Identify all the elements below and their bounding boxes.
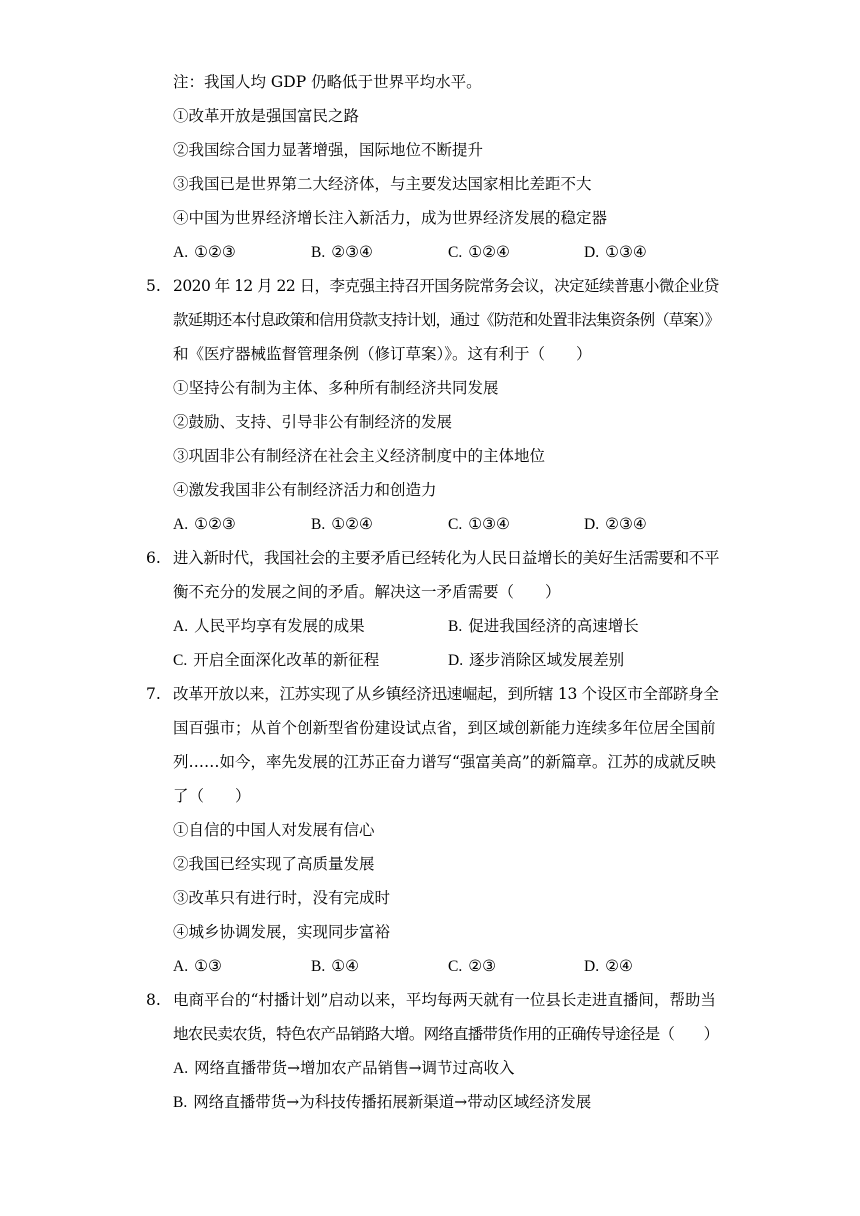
- question-8-option-b: B. 网络直播带货→为科技传播拓展新渠道→带动区域经济发展: [173, 1093, 592, 1111]
- question-6-option-a: A. 人民平均享有发展的成果: [173, 617, 365, 635]
- prev-option-c: C. ①②④: [448, 243, 510, 261]
- question-5-line-1: 2020 年 12 月 22 日，李克强主持召开国务院常务会议，决定延续普惠小微企业贷: [173, 277, 719, 295]
- question-5-number: 5.: [146, 277, 161, 295]
- question-6-option-d: D. 逐步消除区域发展差别: [448, 651, 625, 669]
- question-5-line-2: 款延期还本付息政策和信用贷款支持计划，通过《防范和处置非法集资条例（草案）》: [173, 311, 720, 329]
- question-6-number: 6.: [146, 549, 161, 567]
- question-6-line-2: 衡不充分的发展之间的矛盾。解决这一矛盾需要（ ）: [173, 583, 561, 601]
- question-7-option-d: D. ②④: [584, 957, 633, 975]
- question-5-option-b: B. ①②④: [311, 515, 373, 533]
- question-6-option-b: B. 促进我国经济的高速增长: [448, 617, 639, 635]
- question-5-option-d: D. ②③④: [584, 515, 647, 533]
- question-5-option-a: A. ①②③: [173, 515, 236, 533]
- prev-item-3: ③我国已是世界第二大经济体，与主要发达国家相比差距不大: [173, 175, 592, 193]
- question-8-line-2: 地农民卖农货，特色农产品销路大增。网络直播带货作用的正确传导途径是（ ）: [173, 1025, 719, 1043]
- question-5-option-c: C. ①③④: [448, 515, 510, 533]
- prev-item-4: ④中国为世界经济增长注入新活力，成为世界经济发展的稳定器: [173, 209, 608, 227]
- prev-option-a: A. ①②③: [173, 243, 236, 261]
- question-8-option-a: A. 网络直播带货→增加农产品销售→调节过高收入: [173, 1059, 515, 1077]
- prev-item-1: ①改革开放是强国富民之路: [173, 107, 360, 125]
- prev-item-2: ②我国综合国力显著增强，国际地位不断提升: [173, 141, 484, 159]
- question-6-line-1: 进入新时代，我国社会的主要矛盾已经转化为人民日益增长的美好生活需要和不平: [173, 549, 720, 567]
- question-7-item-2: ②我国已经实现了高质量发展: [173, 855, 375, 873]
- question-7-item-4: ④城乡协调发展，实现同步富裕: [173, 923, 391, 941]
- question-5-item-4: ④激发我国非公有制经济活力和创造力: [173, 481, 437, 499]
- question-7-line-2: 国百强市；从首个创新型省份建设试点省，到区域创新能力连续多年位居全国前: [173, 719, 716, 737]
- question-7-option-c: C. ②③: [448, 957, 497, 975]
- prev-note: 注：我国人均 GDP 仍略低于世界平均水平。: [173, 73, 482, 91]
- question-5-item-2: ②鼓励、支持、引导非公有制经济的发展: [173, 413, 453, 431]
- question-7-item-3: ③改革只有进行时，没有完成时: [173, 889, 391, 907]
- prev-option-b: B. ②③④: [311, 243, 373, 261]
- question-7-option-a: A. ①③: [173, 957, 222, 975]
- question-7-item-1: ①自信的中国人对发展有信心: [173, 821, 375, 839]
- prev-option-d: D. ①③④: [584, 243, 647, 261]
- question-8-line-1: 电商平台的“村播计划”启动以来，平均每两天就有一位县长走进直播间，帮助当: [173, 991, 716, 1009]
- question-5-item-3: ③巩固非公有制经济在社会主义经济制度中的主体地位: [173, 447, 546, 465]
- question-5-item-1: ①坚持公有制为主体、多种所有制经济共同发展: [173, 379, 499, 397]
- question-7-line-3: 列……如今，率先发展的江苏正奋力谱写“强富美高”的新篇章。江苏的成就反映: [173, 753, 716, 771]
- question-7-line-1: 改革开放以来，江苏实现了从乡镇经济迅速崛起，到所辖 13 个设区市全部跻身全: [173, 685, 719, 703]
- question-6-option-c: C. 开启全面深化改革的新征程: [173, 651, 380, 669]
- question-8-number: 8.: [146, 991, 161, 1009]
- question-7-line-4: 了（ ）: [173, 787, 251, 805]
- question-7-number: 7.: [146, 685, 161, 703]
- question-7-option-b: B. ①④: [311, 957, 360, 975]
- question-5-line-3: 和《医疗器械监督管理条例（修订草案）》。这有利于（ ）: [173, 345, 592, 363]
